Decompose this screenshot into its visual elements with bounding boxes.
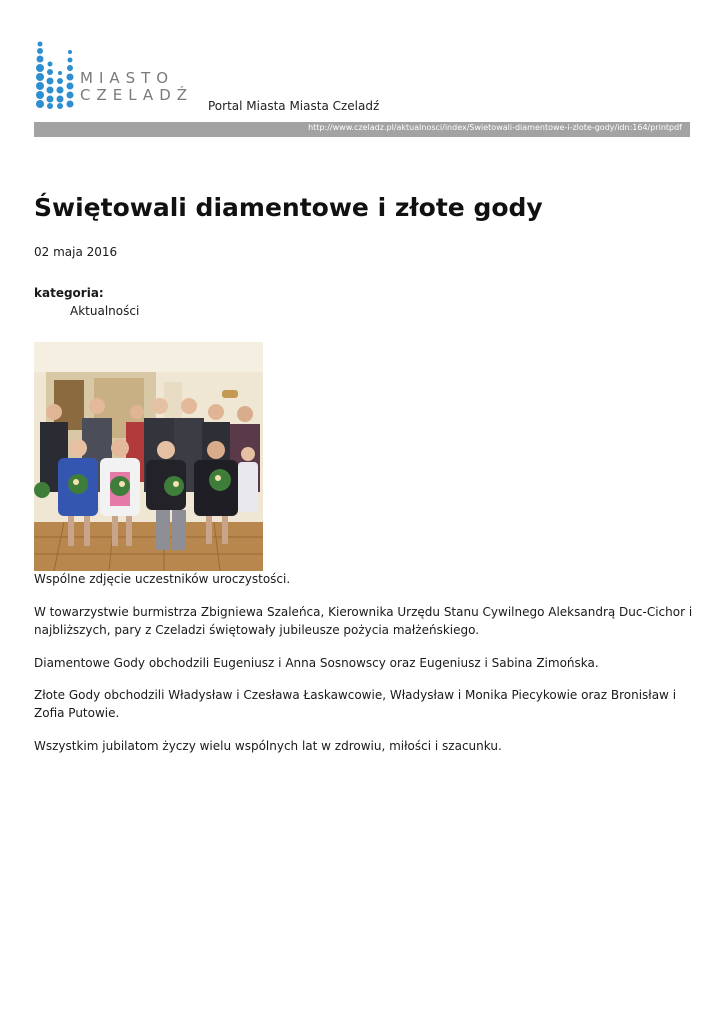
- logo-text: [80, 70, 193, 104]
- logo-line-1: MIASTO: [80, 69, 175, 87]
- article-date: 02 maja 2016: [34, 245, 118, 259]
- category-label: kategoria:: [34, 286, 104, 300]
- group-photo: [34, 342, 263, 571]
- url-bar: [34, 122, 690, 137]
- logo-line-2: CZELADŹ: [80, 86, 194, 104]
- page-url[interactable]: http://www.czeladz.pl/aktualnosci/index/Swietowali-diamentowe-i-zlote-gody/idn:164/printpdf: [308, 123, 682, 132]
- article-paragraph: Diamentowe Gody obchodzili Eugeniusz i Anna Sosnowscy oraz Eugeniusz i Sabina Zimońska.: [34, 656, 599, 670]
- article-paragraph: Złote Gody obchodzili Władysław i Czesława Łaskawcowie, Władysław i Monika Piecykowie oraz Bronisław i Zofia Putowie.: [34, 688, 677, 720]
- article-paragraph: Wszystkim jubilatom życzy wielu wspólnych lat w zdrowiu, miłości i szacunku.: [34, 739, 502, 753]
- city-logo: [36, 40, 206, 110]
- article-paragraph: W towarzystwie burmistrza Zbigniewa Szaleńca, Kierownika Urzędu Stanu Cywilnego Aleksandrą Duc-Cichor i najbliższych, pary z Czeladzi świętowały jubileusze pożycia małżeńskiego.: [34, 605, 693, 637]
- category-value: Aktualności: [70, 304, 140, 318]
- photo-caption: Wspólne zdjęcie uczestników uroczystości.: [34, 572, 291, 586]
- portal-name: Portal Miasta Miasta Czeladź: [208, 99, 380, 113]
- logo-dots-icon: [36, 40, 80, 110]
- article-title: Świętowali diamentowe i złote gody: [34, 193, 543, 222]
